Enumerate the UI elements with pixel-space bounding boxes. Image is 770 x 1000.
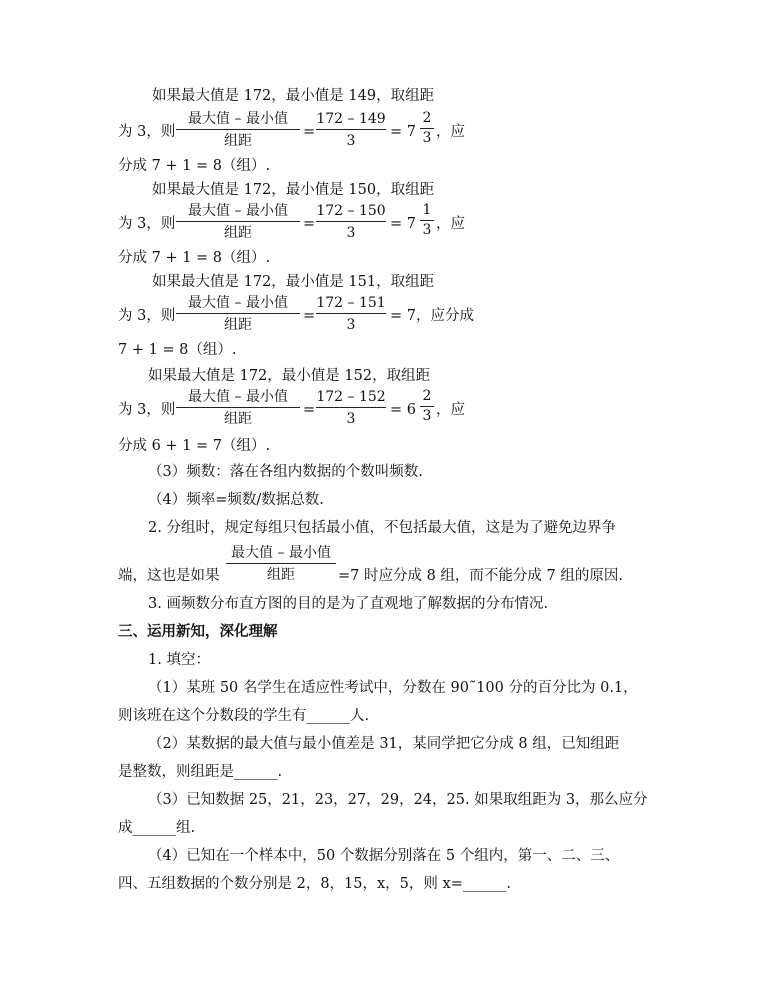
block3-eq1: = xyxy=(303,308,316,324)
block1-mixed-numerator: 2 xyxy=(422,110,432,126)
block2-eq1: = xyxy=(303,216,316,232)
block2-suffix: ，应 xyxy=(436,216,465,232)
question-heading: 1. 填空： xyxy=(148,652,210,668)
block2-values-denominator: 3 xyxy=(346,225,356,241)
fraction-bar xyxy=(420,220,434,221)
block3-fraction-values xyxy=(316,294,386,334)
block4-mixed-denominator: 3 xyxy=(422,408,432,424)
block2-result: 分成 7 + 1 = 8（组）. xyxy=(118,250,271,266)
block3-eq2: = 7，应分成 xyxy=(390,308,474,324)
block2-mixed-denominator: 3 xyxy=(422,222,432,238)
fraction-bar xyxy=(176,407,300,408)
point2-frac-denominator: 组距 xyxy=(267,567,295,583)
point2-frac-numerator: 最大值 – 最小值 xyxy=(231,545,331,561)
block1-suffix: ，应 xyxy=(436,124,465,140)
point2-suffix: =7 时应分成 8 组，而不能分成 7 组的原因. xyxy=(338,568,623,584)
block2-prefix: 为 3，则 xyxy=(118,216,176,232)
block1-eq1: = xyxy=(303,124,316,140)
fraction-bar xyxy=(316,129,386,130)
question3-line1: （3）已知数据 25，21，23，27，29，24，25. 如果取组距为 3，那么应分 xyxy=(148,792,648,808)
fraction-bar xyxy=(176,129,300,130)
block2-mixed-numerator: 1 xyxy=(422,202,432,218)
block1-result: 分成 7 + 1 = 8（组）. xyxy=(118,158,271,174)
block2-values-numerator: 172 – 150 xyxy=(316,203,386,219)
fraction-bar xyxy=(316,407,386,408)
block2-fraction-values xyxy=(316,202,386,242)
section-heading: 三、运用新知，深化理解 xyxy=(118,624,278,640)
block3-values-numerator: 172 – 151 xyxy=(316,295,386,311)
block4-mixed-numerator: 2 xyxy=(422,388,432,404)
freq-definition: （3）频数：落在各组内数据的个数叫频数. xyxy=(148,464,423,480)
question1-line1: （1）某班 50 名学生在适应性考试中，分数在 90˜100 分的百分比为 0.1， xyxy=(148,680,638,696)
block2-intro: 如果最大值是 172，最小值是 150，取组距 xyxy=(152,182,435,198)
block3-values-denominator: 3 xyxy=(346,317,356,333)
block1-frac-numerator: 最大值 – 最小值 xyxy=(188,111,288,127)
fraction-bar xyxy=(420,406,434,407)
block4-result: 分成 6 + 1 = 7（组）. xyxy=(118,438,271,454)
block1-mixed-fraction xyxy=(420,111,434,146)
question4-line2: 四、五组数据的个数分别是 2，8，15，x，5，则 x=______. xyxy=(118,876,511,892)
block2-fraction-formula xyxy=(176,202,300,242)
block1-fraction-formula xyxy=(176,110,300,150)
block4-values-numerator: 172 – 152 xyxy=(316,389,386,405)
block4-frac-numerator: 最大值 – 最小值 xyxy=(188,389,288,405)
point2-fraction xyxy=(226,544,336,584)
block2-frac-denominator: 组距 xyxy=(224,225,252,241)
block4-eq1: = xyxy=(303,402,316,418)
rate-definition: （4）频率=频数/数据总数. xyxy=(148,492,324,508)
block4-eq2: = 6 xyxy=(390,402,416,418)
block3-frac-denominator: 组距 xyxy=(224,317,252,333)
block1-eq2: = 7 xyxy=(390,124,416,140)
fraction-bar xyxy=(176,221,300,222)
fraction-bar xyxy=(316,221,386,222)
question4-line1: （4）已知在一个样本中，50 个数据分别落在 5 个组内，第一、二、三、 xyxy=(148,848,620,864)
block1-intro: 如果最大值是 172，最小值是 149，取组距 xyxy=(152,88,435,104)
block4-intro: 如果最大值是 172，最小值是 152，取组距 xyxy=(148,368,431,384)
block4-fraction-formula xyxy=(176,388,300,428)
block1-values-denominator: 3 xyxy=(346,133,356,149)
point2-line1: 2. 分组时，规定每组只包括最小值，不包括最大值，这是为了避免边界争 xyxy=(148,520,616,536)
block1-prefix: 为 3，则 xyxy=(118,124,176,140)
question2-line1: （2）某数据的最大值与最小值差是 31，某同学把它分成 8 组，已知组距 xyxy=(148,736,620,752)
block4-fraction-values xyxy=(316,388,386,428)
block1-fraction-values xyxy=(316,110,386,150)
block1-mixed-denominator: 3 xyxy=(422,130,432,146)
block3-frac-numerator: 最大值 – 最小值 xyxy=(188,295,288,311)
fraction-bar xyxy=(420,128,434,129)
block4-suffix: ，应 xyxy=(436,402,465,418)
point2-prefix: 端，这也是如果 xyxy=(118,568,220,584)
fraction-bar xyxy=(176,313,300,314)
block4-prefix: 为 3，则 xyxy=(118,402,176,418)
question3-line2: 成______组. xyxy=(118,820,196,836)
block4-mixed-fraction xyxy=(420,389,434,424)
block2-mixed-fraction xyxy=(420,203,434,238)
block2-frac-numerator: 最大值 – 最小值 xyxy=(188,203,288,219)
block2-eq2: = 7 xyxy=(390,216,416,232)
question1-line2: 则该班在这个分数段的学生有______人. xyxy=(118,708,370,724)
block3-intro: 如果最大值是 172，最小值是 151，取组距 xyxy=(152,274,435,290)
block3-fraction-formula xyxy=(176,294,300,334)
fraction-bar xyxy=(316,313,386,314)
block3-prefix: 为 3，则 xyxy=(118,308,176,324)
block3-result: 7 + 1 = 8（组）. xyxy=(118,342,237,358)
point3: 3. 画频数分布直方图的目的是为了直观地了解数据的分布情况. xyxy=(148,596,549,612)
question2-line2: 是整数，则组距是______. xyxy=(118,764,283,780)
block4-values-denominator: 3 xyxy=(346,411,356,427)
fraction-bar xyxy=(226,563,336,564)
block4-frac-denominator: 组距 xyxy=(224,411,252,427)
block1-values-numerator: 172 – 149 xyxy=(316,111,386,127)
block1-frac-denominator: 组距 xyxy=(224,133,252,149)
